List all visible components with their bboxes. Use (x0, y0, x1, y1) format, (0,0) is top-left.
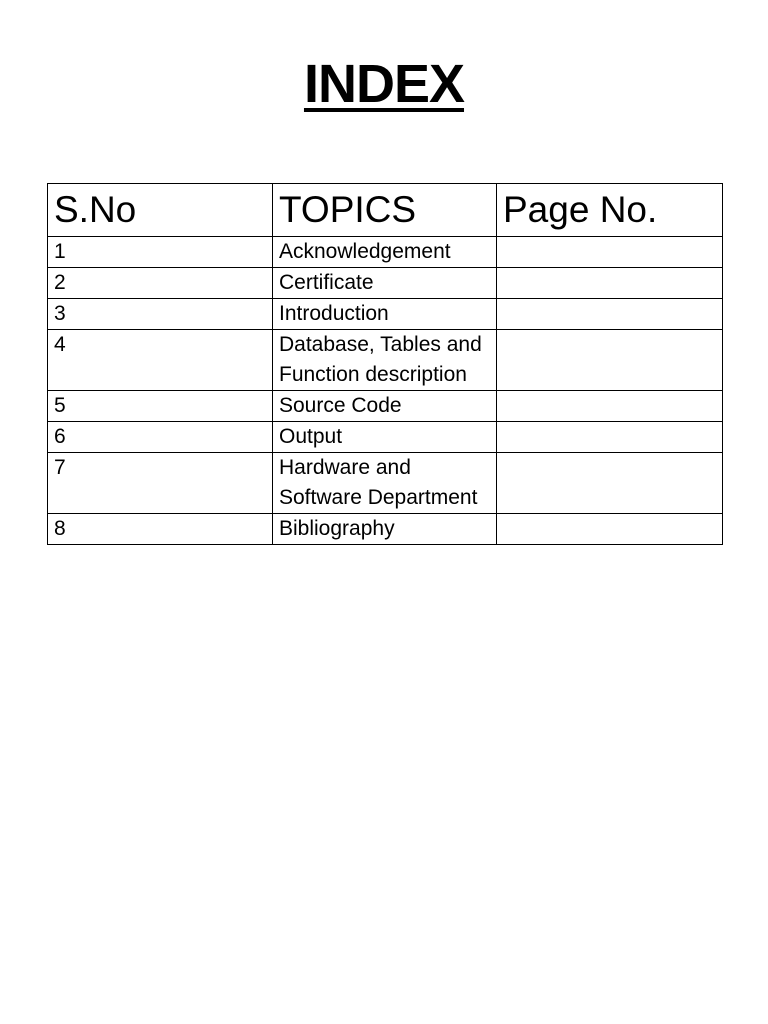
table-row (48, 453, 723, 514)
header-sno: S.No (48, 184, 273, 237)
cell-page (497, 514, 723, 545)
cell-sno: 2 (48, 268, 273, 299)
cell-page (497, 299, 723, 330)
table-row (48, 237, 723, 268)
cell-sno: 1 (48, 237, 273, 268)
cell-sno: 3 (48, 299, 273, 330)
header-page-no: Page No. (497, 184, 723, 237)
cell-sno: 7 (48, 453, 273, 514)
cell-page (497, 391, 723, 422)
cell-sno: 8 (48, 514, 273, 545)
cell-topic: Acknowledgement (273, 237, 497, 268)
table-row (48, 299, 723, 330)
cell-topic: Output (273, 422, 497, 453)
table-header-row (48, 184, 723, 237)
cell-page (497, 453, 723, 514)
cell-page (497, 330, 723, 391)
header-topics: TOPICS (273, 184, 497, 237)
cell-sno: 6 (48, 422, 273, 453)
cell-topic: Bibliography (273, 514, 497, 545)
cell-page (497, 268, 723, 299)
cell-topic: Database, Tables and Function description (273, 330, 497, 391)
cell-page (497, 237, 723, 268)
page-title-text: INDEX (303, 54, 465, 114)
table-row (48, 391, 723, 422)
cell-topic: Introduction (273, 299, 497, 330)
cell-topic: Certificate (273, 268, 497, 299)
cell-sno: 5 (48, 391, 273, 422)
table-row (48, 268, 723, 299)
cell-topic: Hardware and Software Department (273, 453, 497, 514)
page-title (0, 52, 768, 116)
table-row (48, 514, 723, 545)
cell-page (497, 422, 723, 453)
table-row (48, 330, 723, 391)
cell-topic: Source Code (273, 391, 497, 422)
cell-sno: 4 (48, 330, 273, 391)
index-table (47, 183, 723, 545)
table-row (48, 422, 723, 453)
